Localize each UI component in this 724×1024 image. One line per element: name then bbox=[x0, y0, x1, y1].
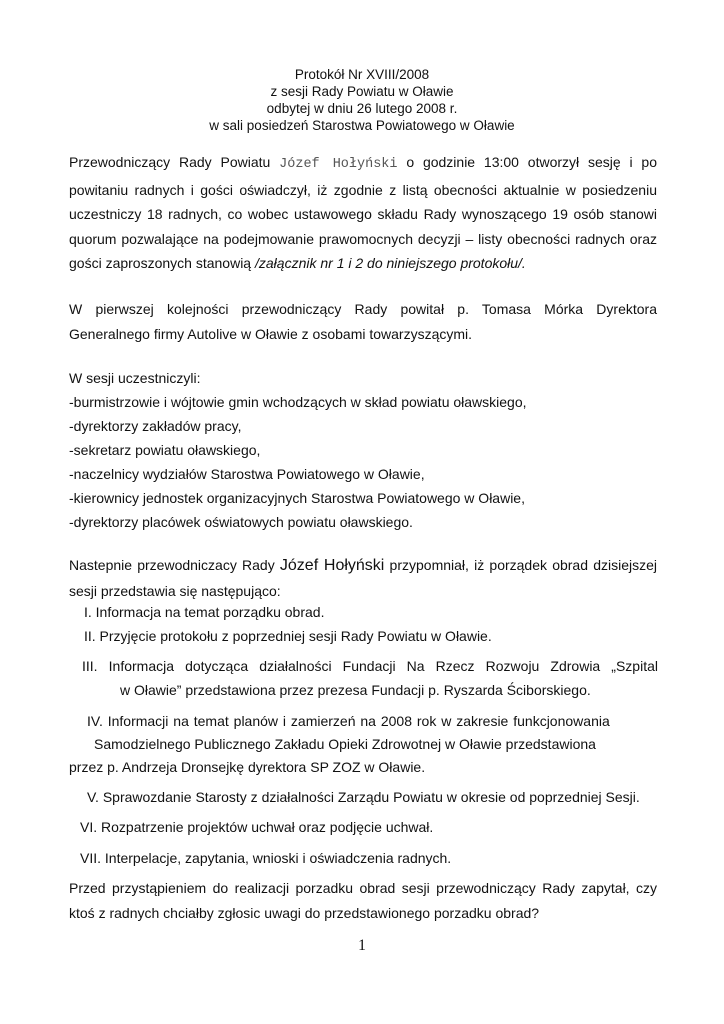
agenda-intro-paragraph bbox=[69, 553, 657, 603]
agenda-item-6: VI. Rozpatrzenie projektów uchwał oraz podjęcie uchwał. bbox=[80, 819, 434, 835]
welcome-paragraph: W pierwszej kolejności przewodniczący Rady powitał p. Tomasa Mórka Dyrektora Generalnego firmy Autolive w Oławie z osobami towarzyszącymi. bbox=[69, 301, 657, 342]
participant-item: -naczelnicy wydziałów Starostwa Powiatowego w Oławie, bbox=[69, 466, 425, 482]
opening-text-body: o godzinie 13:00 otworzył sesję i po powitaniu radnych i gości oświadczył, iż zgodnie z listą obecności aktualnie w posiedzeniu uczestniczy 18 radnych, co wobec ustawowego składu Rady wynoszącego 19 osób stanowi quorum pozwalające na podejmowanie prawomocnych decyzji – listy obecności radnych oraz gości zaproszonych stanowią bbox=[69, 154, 657, 271]
agenda-item-1: I. Informacja na temat porządku obrad. bbox=[84, 604, 325, 620]
closing-paragraph: Przed przystąpieniem do realizacji porzadku obrad sesji przewodniczący Rady zapytał, czy ktoś z radnych chciałby zgłosic uwagi do przedstawionego porzadku obrad? bbox=[69, 880, 657, 921]
agenda-item-4-line1: IV. Informacji na temat planów i zamierzeń na 2008 rok w zakresie funkcjonowania bbox=[87, 713, 610, 729]
agenda-item-4-line2: Samodzielnego Publicznego Zakładu Opieki Zdrowotnej w Oławie przedstawiona bbox=[94, 736, 596, 752]
opening-text-start: Przewodniczący Rady Powiatu bbox=[69, 154, 280, 170]
participant-item: -kierownicy jednostek organizacyjnych Starostwa Powiatowego w Oławie, bbox=[69, 490, 525, 506]
opening-paragraph bbox=[69, 150, 657, 276]
participant-item: -dyrektorzy placówek oświatowych powiatu oławskiego. bbox=[69, 514, 413, 530]
location-line: w sali posiedzeń Starostwa Powiatowego w Oławie bbox=[209, 118, 515, 133]
agenda-item-7: VII. Interpelacje, zapytania, wnioski i oświadczenia radnych. bbox=[80, 850, 452, 866]
agenda-intro-start: Nastepnie przewodniczacy Rady bbox=[69, 557, 280, 573]
chairman-name: Józef Hołyński bbox=[279, 557, 385, 574]
participant-item: -sekretarz powiatu oławskiego, bbox=[69, 442, 261, 458]
page-number: 1 bbox=[358, 937, 366, 954]
agenda-intro-end: przypomniał, iż porządek obrad dzisiejszej sesji przedstawia się następująco: bbox=[69, 557, 657, 599]
participant-item: -burmistrzowie i wójtowie gmin wchodzących w skład powiatu oławskiego, bbox=[69, 394, 527, 410]
agenda-item-4-line3: przez p. Andrzeja Dronsejkę dyrektora SP ZOZ w Oławie. bbox=[69, 759, 426, 775]
attachment-note: /załącznik nr 1 i 2 do niniejszego protokołu/. bbox=[255, 255, 526, 271]
participants-intro: W sesji uczestniczyli: bbox=[69, 370, 201, 386]
protocol-title: Protokół Nr XVIII/2008 bbox=[294, 67, 430, 82]
session-line: z sesji Rady Powiatu w Oławie bbox=[270, 84, 454, 99]
participant-item: -dyrektorzy zakładów pracy, bbox=[69, 418, 242, 434]
agenda-item-3-line1: III. Informacja dotycząca działalności Fundacji Na Rzecz Rozwoju Zdrowia „Szpital bbox=[82, 658, 658, 674]
chairman-name: Józef Hołyński bbox=[279, 157, 398, 172]
agenda-item-5: V. Sprawozdanie Starosty z działalności Zarządu Powiatu w okresie od poprzedniej Sesji. bbox=[87, 789, 640, 805]
protocol-header bbox=[0, 66, 724, 134]
agenda-item-3-line2: w Oławie” przedstawiona przez prezesa Fundacji p. Ryszarda Ściborskiego. bbox=[120, 682, 591, 698]
agenda-item-2: II. Przyjęcie protokołu z poprzedniej sesji Rady Powiatu w Oławie. bbox=[84, 628, 492, 644]
date-line: odbytej w dniu 26 lutego 2008 r. bbox=[266, 101, 458, 116]
